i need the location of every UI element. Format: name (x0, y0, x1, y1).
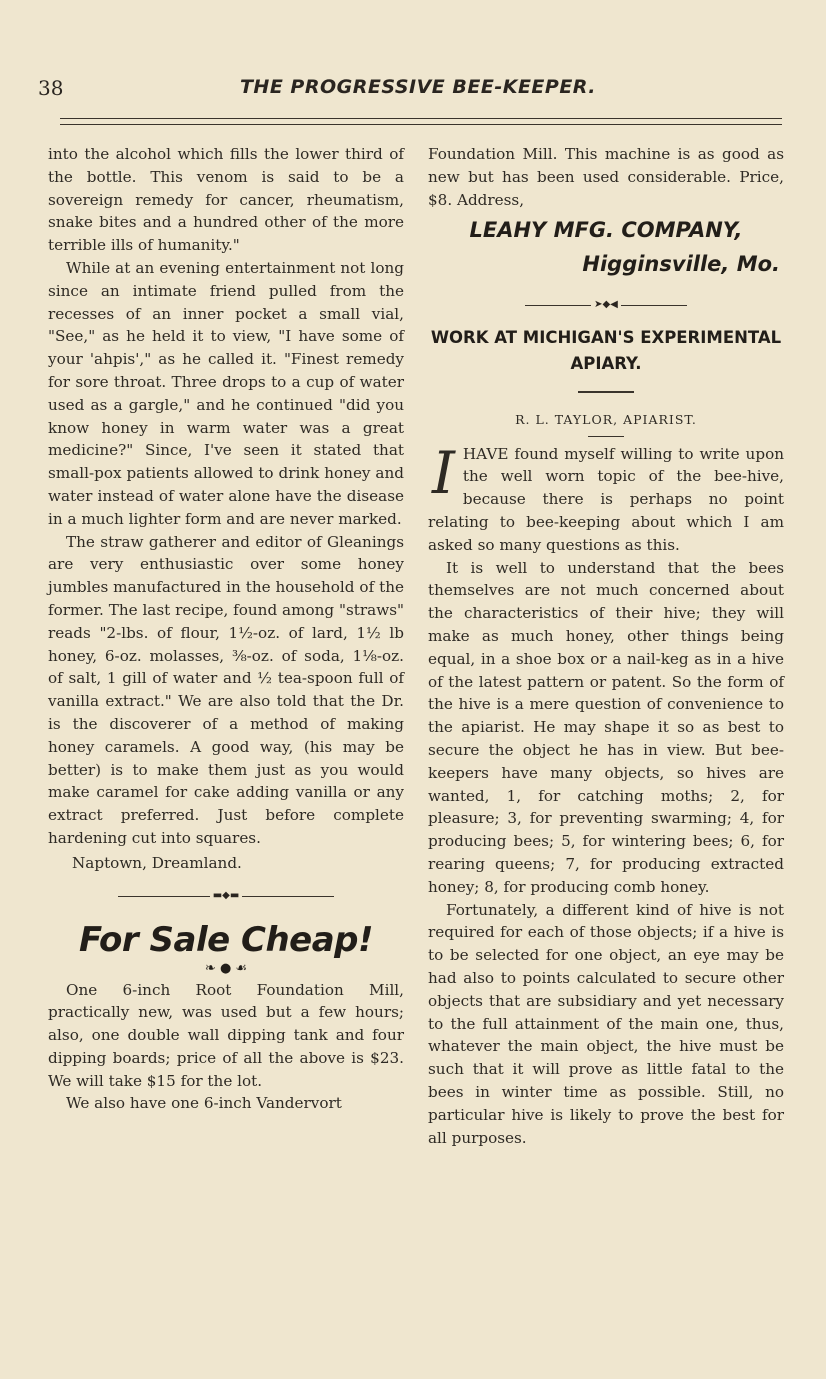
drop-cap: I (432, 438, 455, 507)
article-paragraph-2: It is well to understand that the bees themselves are not much concerned about the characteristics of their hive; they will make as much honey, other things being equal, in a shoe box or a nail-keg as in a hive of the latest pattern or patent. So the form of the hive is a mere question of convenience to the apiarist. He may shape it so as best to secure the object he has in view. But bee-keepers have many objects, so hives are wanted, 1, for catching moths; 2, for pleasure; 3, for preventing swarming; 4, for producing bees; 5, for wintering bees; 6, for rearing queens; 7, for producing extracted honey; 8, for producing comb honey. (428, 558, 784, 896)
article-paragraph-3: Fortunately, a different kind of hive is not required for each of those objects; if a hive is to be selected for one object, an eye may be had also to points calculated to secure other objects that are subsidiary and yet necessary to the full attainment of the main one, thus, whatever the main object, the hive must be such that it will prove as little fatal to the bees in winter time as possible. Still, no particular hive is likely to prove the best for all purposes. (428, 900, 784, 1147)
divider-line-right (621, 305, 687, 306)
divider-ornament-icon: ➤◆◀ (594, 299, 618, 310)
for-sale-heading: For Sale Cheap! (78, 919, 374, 960)
left-paragraph-2: While at an evening entertainment not long since an intimate friend pulled from the recesses of an inner pocket a small vial, "See," as he held it to view, "I have some of your 'ahpis'," as he called it. "Finest remedy for sore throat. Three drops to a cup of water used as a gargle," and he continued "did you know honey in warm water was a great medicine?" Since, I've seen it stated that small-pox patients allowed to drink honey and water instead of water alone have the disease in a much lighter form and are never marked. (48, 258, 404, 528)
company-name: LEAHY MFG. COMPANY, (469, 218, 743, 243)
divider-line-right (242, 896, 334, 897)
divider-line-left (525, 305, 591, 306)
header-double-rule (60, 118, 782, 125)
company-location: Higginsville, Mo. (582, 252, 780, 277)
byline-rule (588, 436, 624, 437)
signoff: Naptown, Dreamland. (72, 853, 242, 872)
article-paragraph-1 (428, 438, 784, 557)
article-byline: R. L. TAYLOR, APIARIST. (515, 411, 697, 427)
running-title: THE PROGRESSIVE BEE-KEEPER. (239, 76, 597, 98)
article-divider-ornament (428, 295, 784, 315)
fleuron-ornament-icon: ❧ ● ☙ (204, 960, 248, 976)
article-paragraph-1-text: HAVE found myself willing to write upon the well worn topic of the bee-hive, because there is perhaps no point relating to bee-keeping about which I am asked so many questions as this. (428, 444, 784, 554)
page-header (38, 76, 798, 106)
right-column (428, 143, 784, 1149)
page-number: 38 (38, 76, 64, 100)
ad-paragraph-2: We also have one 6-inch Vandervort (66, 1094, 342, 1113)
left-paragraph-1: into the alcohol which fills the lower third of the bottle. This venom is said to be a sovereign remedy for cancer, rheumatism, snake bites and a hundred other of the more terrible ills of humanity." (48, 145, 404, 255)
article-title: WORK AT MICHIGAN'S EXPERIMENTAL APIARY. (430, 328, 782, 374)
ad-paragraph-1: One 6-inch Root Foundation Mill, practically new, was used but a few hours; also, one double wall dipping tank and four dipping boards; price of all the above is $23. We will take $15 for the lot. (48, 980, 404, 1090)
divider-ornament-icon: ▬◆▬ (212, 890, 240, 902)
title-rule (578, 391, 634, 393)
section-divider-ornament (48, 887, 404, 907)
left-paragraph-3: The straw gatherer and editor of Gleanings are very enthusiastic over some honey jumbles manufactured in the household of the former. The last recipe, found among "straws" reads "2-lbs. of flour, 1½-oz. of lard, 1½ lb honey, 6-oz. molasses, ⅜-oz. of soda, 1⅛-oz. of salt, 1 gill of water and ½ tea-spoon full of vanilla extract." We are also told that the Dr. is the discoverer of a method of making honey caramels. A good way, (his may be better) is to make them just as you would make caramel for cake adding vanilla or any extract preferred. Just before complete hardening cut into squares. (48, 532, 404, 847)
divider-line-left (118, 896, 210, 897)
left-column (48, 143, 404, 1115)
ad-continuation: Foundation Mill. This machine is as good as new but has been used considerable. Price, $8. Address, (428, 145, 784, 209)
